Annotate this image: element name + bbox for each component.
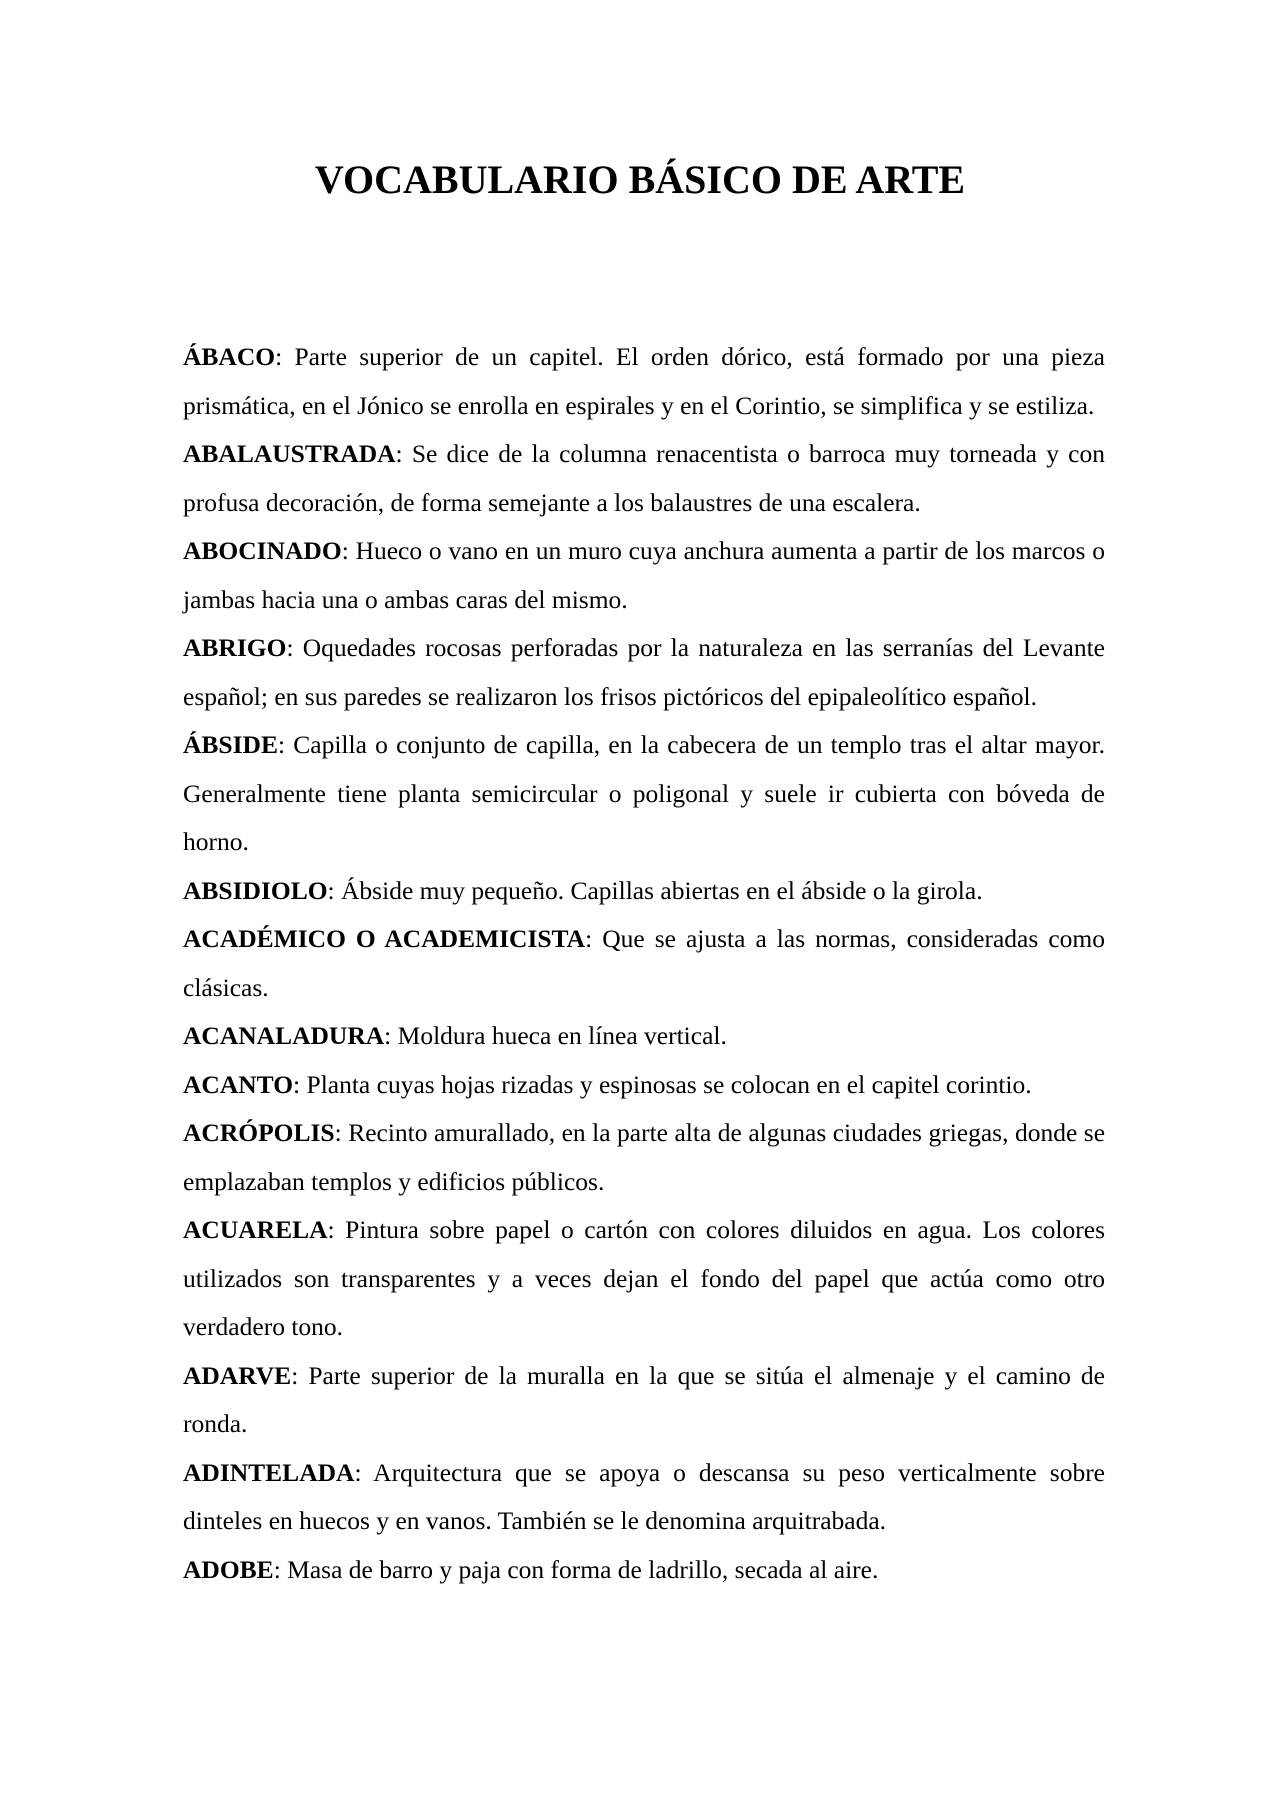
entry-term: ABALAUSTRADA [183,439,396,468]
entry-term: ACANTO [183,1069,294,1099]
glossary-entry: ÁBSIDE: Capilla o conjunto de capilla, en la cabecera de un templo tras el altar mayor. Generalmente tiene planta semicircular o poligonal y suele ir cubierta con bóveda de horno. [183,730,1105,856]
glossary [183,333,1105,1594]
entry-term: ABOCINADO [183,536,342,565]
entry-definition: Planta cuyas hojas rizadas y espinosas se colocan en el capitel corintio. [306,1069,1032,1099]
glossary-entry: ADARVE: Parte superior de la muralla en la que se sitúa el almenaje y el camino de ronda. [183,1360,1105,1438]
glossary-entry: ABOCINADO: Hueco o vano en un muro cuya anchura aumenta a partir de los marcos o jambas hacia una o ambas caras del mismo. [183,536,1105,614]
entry-term: ABSIDIOLO [183,875,328,905]
glossary-entry: ÁBACO: Parte superior de un capitel. El orden dórico, está formado por una pieza prismática, en el Jónico se enrolla en espirales y en el Corintio, se simplifica y se estiliza. [183,342,1105,420]
entry-definition: Ábside muy pequeño. Capillas abiertas en el ábside o la girola. [341,875,983,905]
entry-definition: Masa de barro y paja con forma de ladrillo, secada al aire. [287,1554,879,1584]
entry-term: ÁBSIDE [183,730,278,759]
glossary-entry: ADINTELADA: Arquitectura que se apoya o descansa su peso verticalmente sobre dinteles en huecos y en vanos. También se le denomina arquitrabada. [183,1457,1106,1535]
entry-term: ADINTELADA [183,1457,355,1487]
entry-definition: Parte superior de un capitel. El orden dórico, está formado por una pieza prismática, en el Jónico se enrolla en espirales y en el Corintio, se simplifica y se estiliza. [183,342,1105,420]
entry-definition: Oquedades rocosas perforadas por la naturaleza en las serranías del Levante español; en sus paredes se realizaron los frisos pictóricos del epipaleolítico español. [183,633,1105,711]
entry-term: ACUARELA [183,1215,328,1244]
glossary-entry: ABALAUSTRADA: Se dice de la columna renacentista o barroca muy torneada y con profusa decoración, de forma semejante a los balaustres de una escalera. [183,439,1105,517]
glossary-entry: ACANALADURA: Moldura hueca en línea vertical. [183,1021,727,1050]
entry-term: ÁBACO [183,342,276,371]
glossary-entry: ACANTO: Planta cuyas hojas rizadas y espinosas se colocan en el capitel corintio. [183,1069,1032,1099]
entry-definition: Recinto amurallado, en la parte alta de algunas ciudades griegas, donde se emplazaban templos y edificios públicos. [183,1118,1106,1196]
entry-definition: Pintura sobre papel o cartón con colores diluidos en agua. Los colores utilizados son transparentes y a veces dejan el fondo del papel que actúa como otro verdadero tono. [183,1215,1105,1341]
glossary-entry: ABRIGO: Oquedades rocosas perforadas por la naturaleza en las serranías del Levante español; en sus paredes se realizaron los frisos pictóricos del epipaleolítico español. [183,633,1105,711]
entry-term: ABRIGO [183,633,287,662]
entry-term: ACANALADURA [183,1021,385,1050]
entry-definition: Hueco o vano en un muro cuya anchura aumenta a partir de los marcos o jambas hacia una o ambas caras del mismo. [183,536,1105,614]
entry-definition: Moldura hueca en línea vertical. [397,1021,727,1050]
glossary-entry: ACADÉMICO O ACADEMICISTA: Que se ajusta a las normas, consideradas como clásicas. [183,924,1105,1002]
entry-term: ADARVE [183,1360,292,1390]
entry-definition: Parte superior de la muralla en la que se sitúa el almenaje y el camino de ronda. [183,1360,1105,1438]
entry-term: ADOBE [183,1554,274,1584]
entry-definition: Capilla o conjunto de capilla, en la cabecera de un templo tras el altar mayor. Generalmente tiene planta semicircular o poligonal y suele ir cubierta con bóveda de horno. [183,730,1105,856]
entry-term: ACADÉMICO O ACADEMICISTA [183,924,586,953]
entry-definition: Arquitectura que se apoya o descansa su peso verticalmente sobre dinteles en huecos y en vanos. También se le denomina arquitrabada. [183,1457,1106,1535]
glossary-entry: ACUARELA: Pintura sobre papel o cartón con colores diluidos en agua. Los colores utilizados son transparentes y a veces dejan el fondo del papel que actúa como otro verdadero tono. [183,1215,1105,1341]
entry-definition: Se dice de la columna renacentista o barroca muy torneada y con profusa decoración, de forma semejante a los balaustres de una escalera. [183,439,1105,517]
glossary-entry: ADOBE: Masa de barro y paja con forma de ladrillo, secada al aire. [183,1554,879,1584]
page-title: VOCABULARIO BÁSICO DE ARTE [314,157,966,202]
glossary-entry: ACRÓPOLIS: Recinto amurallado, en la parte alta de algunas ciudades griegas, donde se emplazaban templos y edificios públicos. [183,1118,1106,1196]
entry-definition: Que se ajusta a las normas, consideradas como clásicas. [183,924,1105,1002]
glossary-entry: ABSIDIOLO: Ábside muy pequeño. Capillas abiertas en el ábside o la girola. [183,875,983,905]
entry-term: ACRÓPOLIS [183,1118,335,1147]
